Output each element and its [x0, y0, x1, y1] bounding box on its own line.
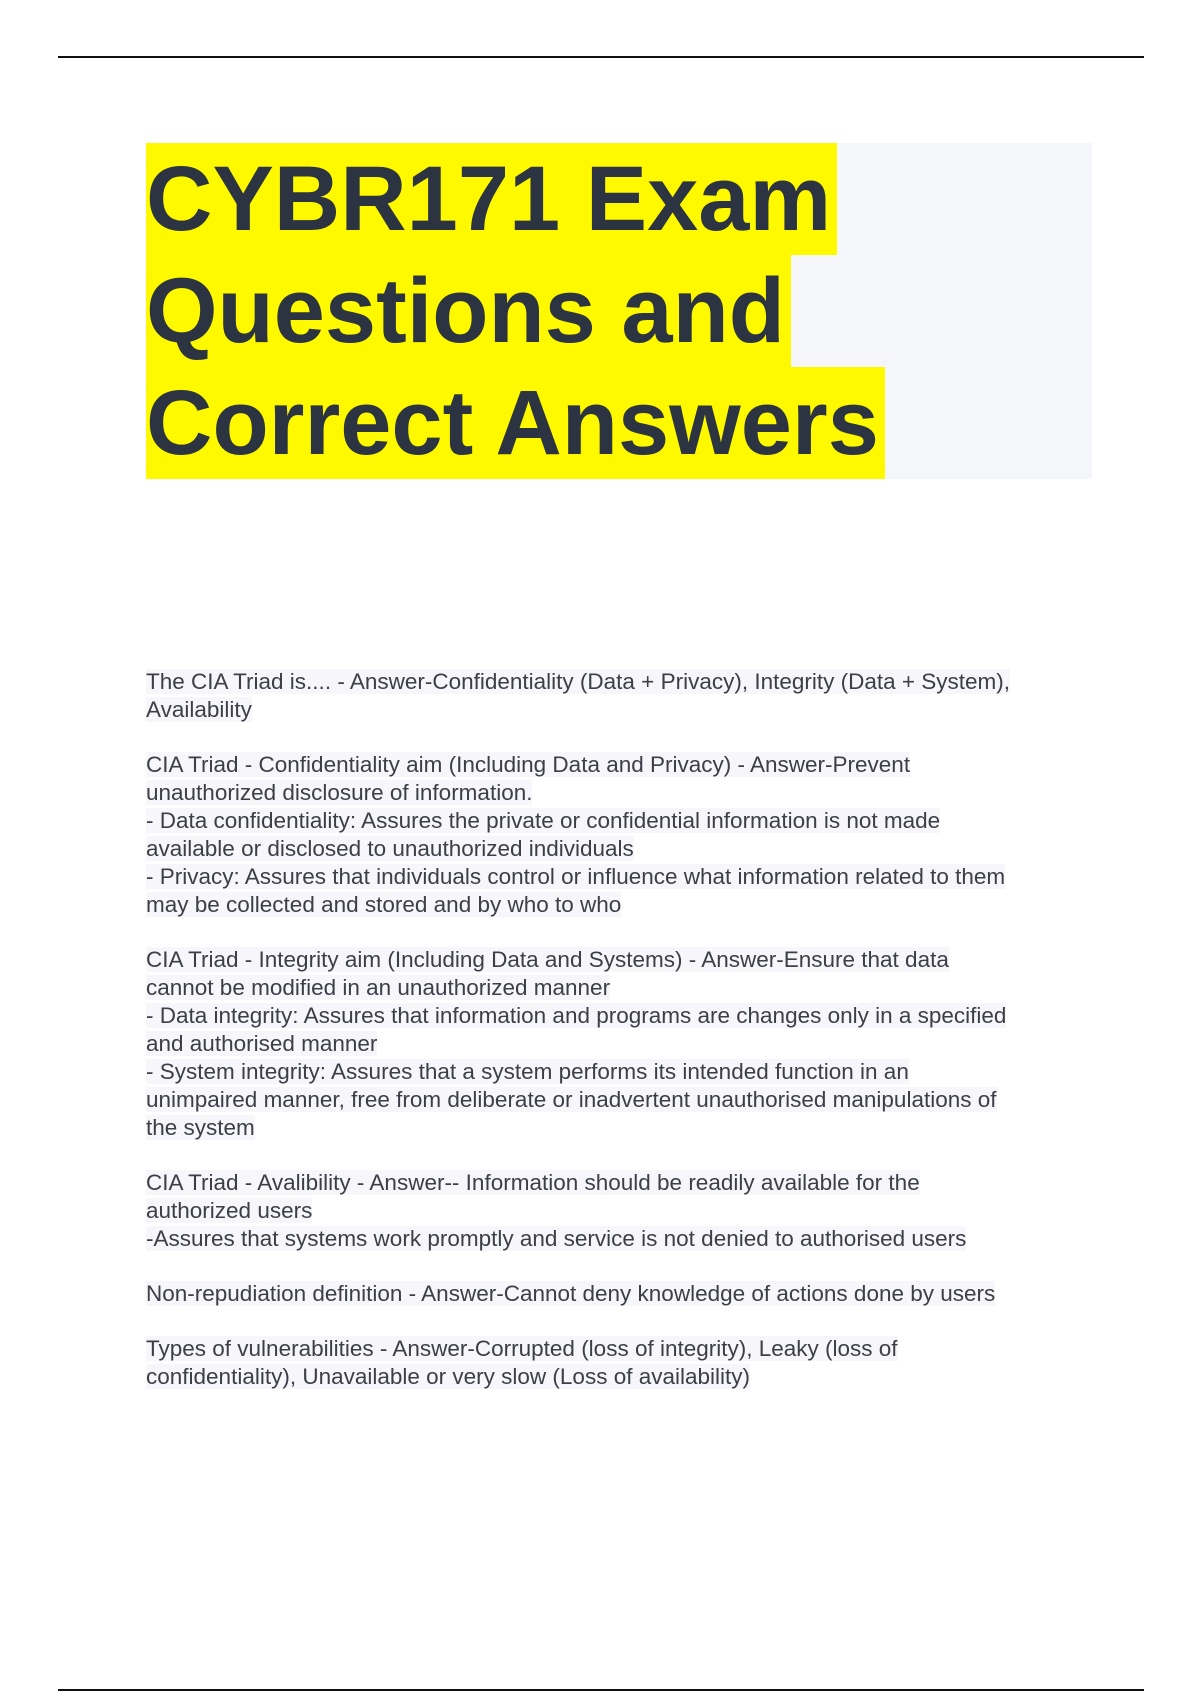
qa-line — [146, 807, 1086, 835]
qa-line-text: - System integrity: Assures that a system performs its intended function in an — [146, 1059, 909, 1084]
qa-line-text: - Data confidentiality: Assures the private or confidential information is not made — [146, 808, 941, 833]
qa-line-text: unimpaired manner, free from deliberate or inadvertent unauthorised manipulations of — [146, 1087, 997, 1112]
qa-line-text: - Data integrity: Assures that information and programs are changes only in a specified — [146, 1003, 1007, 1028]
qa-line — [146, 1002, 1086, 1030]
qa-line-text: - Privacy: Assures that individuals control or influence what information related to them — [146, 864, 1006, 889]
qa-line — [146, 1114, 1086, 1142]
qa-line-text: The CIA Triad is.... - Answer-Confidentiality (Data + Privacy), Integrity (Data + System), — [146, 669, 1011, 694]
qa-line — [146, 974, 1086, 1002]
qa-line — [146, 696, 1086, 724]
qa-line — [146, 1169, 1086, 1197]
qa-line — [146, 863, 1086, 891]
qa-line — [146, 1030, 1086, 1058]
qa-line-text: and authorised manner — [146, 1031, 378, 1056]
qa-line — [146, 835, 1086, 863]
qa-line-text: authorized users — [146, 1198, 313, 1223]
top-rule — [58, 56, 1144, 58]
title-block — [146, 143, 1092, 479]
qa-entry — [146, 946, 1086, 1142]
qa-line-text: available or disclosed to unauthorized individuals — [146, 836, 634, 861]
qa-line-text: Types of vulnerabilities - Answer-Corrupted (loss of integrity), Leaky (loss of — [146, 1336, 898, 1361]
page-title — [146, 143, 1092, 479]
qa-line-text: the system — [146, 1115, 255, 1140]
qa-line-text: Availability — [146, 697, 252, 722]
qa-entry — [146, 1280, 1086, 1308]
qa-line — [146, 1335, 1086, 1363]
bottom-rule — [58, 1689, 1144, 1691]
qa-entry — [146, 1169, 1086, 1253]
qa-line — [146, 1197, 1086, 1225]
qa-entry — [146, 1335, 1086, 1391]
qa-line — [146, 891, 1086, 919]
qa-line-text: may be collected and stored and by who to who — [146, 892, 622, 917]
title-line: CYBR171 Exam — [146, 143, 837, 255]
qa-line-text: -Assures that systems work promptly and service is not denied to authorised users — [146, 1226, 967, 1251]
qa-line-text: CIA Triad - Integrity aim (Including Data and Systems) - Answer-Ensure that data — [146, 947, 949, 972]
qa-list — [146, 668, 1086, 1418]
qa-line-text: CIA Triad - Confidentiality aim (Including Data and Privacy) - Answer-Prevent — [146, 752, 911, 777]
qa-line-text: confidentiality), Unavailable or very slow (Loss of availability) — [146, 1364, 751, 1389]
qa-line — [146, 751, 1086, 779]
qa-line — [146, 946, 1086, 974]
qa-line — [146, 1086, 1086, 1114]
qa-entry — [146, 751, 1086, 919]
qa-line — [146, 668, 1086, 696]
qa-line-text: unauthorized disclosure of information. — [146, 780, 533, 805]
qa-line-text: cannot be modified in an unauthorized manner — [146, 975, 611, 1000]
title-line: Correct Answers — [146, 367, 885, 479]
qa-line-text: Non-repudiation definition - Answer-Cannot deny knowledge of actions done by users — [146, 1281, 996, 1306]
qa-line — [146, 1280, 1086, 1308]
title-line: Questions and — [146, 255, 791, 367]
qa-entry — [146, 668, 1086, 724]
qa-line — [146, 1058, 1086, 1086]
qa-line — [146, 1363, 1086, 1391]
qa-line-text: CIA Triad - Avalibility - Answer-- Information should be readily available for the — [146, 1170, 920, 1195]
qa-line — [146, 1225, 1086, 1253]
qa-line — [146, 779, 1086, 807]
